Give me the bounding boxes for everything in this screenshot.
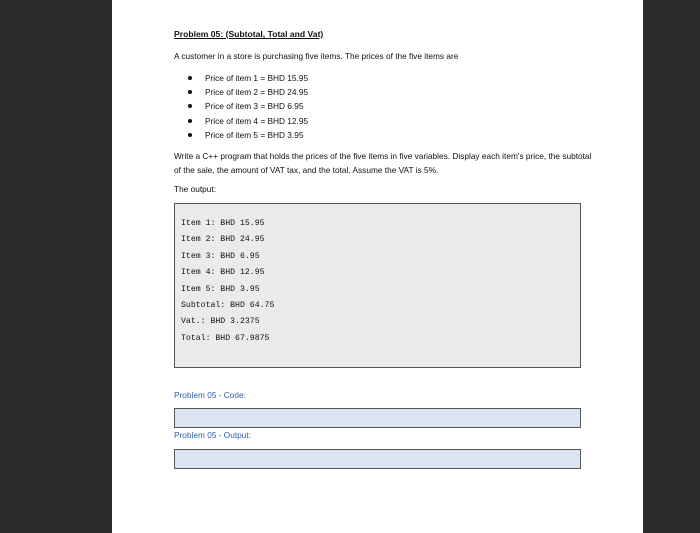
problem-title: Problem 05: (Subtotal, Total and Vat) — [174, 29, 324, 39]
sample-output-lines — [181, 216, 274, 347]
list-item: Price of item 4 = BHD 12.95 — [188, 114, 308, 128]
list-item: Price of item 1 = BHD 15.95 — [188, 71, 308, 85]
output-line: Item 2: BHD 24.95 — [181, 235, 265, 245]
output-line: Item 1: BHD 15.95 — [181, 219, 265, 228]
bullet-icon — [188, 119, 192, 123]
output-section-label: Problem 05 - Output: — [174, 430, 252, 440]
output-heading: The output: — [174, 184, 216, 194]
list-item: Price of item 2 = BHD 24.95 — [188, 85, 308, 99]
problem-intro: A customer in a store is purchasing five items. The prices of the five items are — [174, 51, 459, 61]
output-line: Subtotal: BHD 64.75 — [181, 300, 275, 310]
output-line: Vat.: BHD 3.2375 — [181, 317, 260, 327]
output-line: Item 4: BHD 12.95 — [181, 268, 265, 278]
output-line: Item 3: BHD 6.95 — [181, 251, 260, 261]
output-line: Total: BHD 67.9875 — [181, 333, 270, 343]
list-item: Price of item 3 = BHD 6.95 — [188, 99, 308, 113]
output-line: Item 5: BHD 3.95 — [181, 284, 260, 294]
sample-output-box — [174, 203, 581, 368]
problem-instruction: Write a C++ program that holds the prices of the five items in five variables. Display each item's price, the subtotal of the sale, the amount of VAT tax, and the total. Assume the VAT is 5%. — [174, 151, 592, 175]
code-answer-field[interactable] — [174, 408, 581, 428]
bullet-icon — [188, 90, 192, 94]
bullet-icon — [188, 133, 192, 137]
price-list — [188, 71, 308, 142]
list-item: Price of item 5 = BHD 3.95 — [188, 128, 308, 142]
output-answer-field[interactable] — [174, 449, 581, 469]
bullet-icon — [188, 104, 192, 108]
bullet-icon — [188, 76, 192, 80]
code-section-label: Problem 05 - Code: — [174, 390, 246, 400]
document-page — [112, 0, 643, 533]
